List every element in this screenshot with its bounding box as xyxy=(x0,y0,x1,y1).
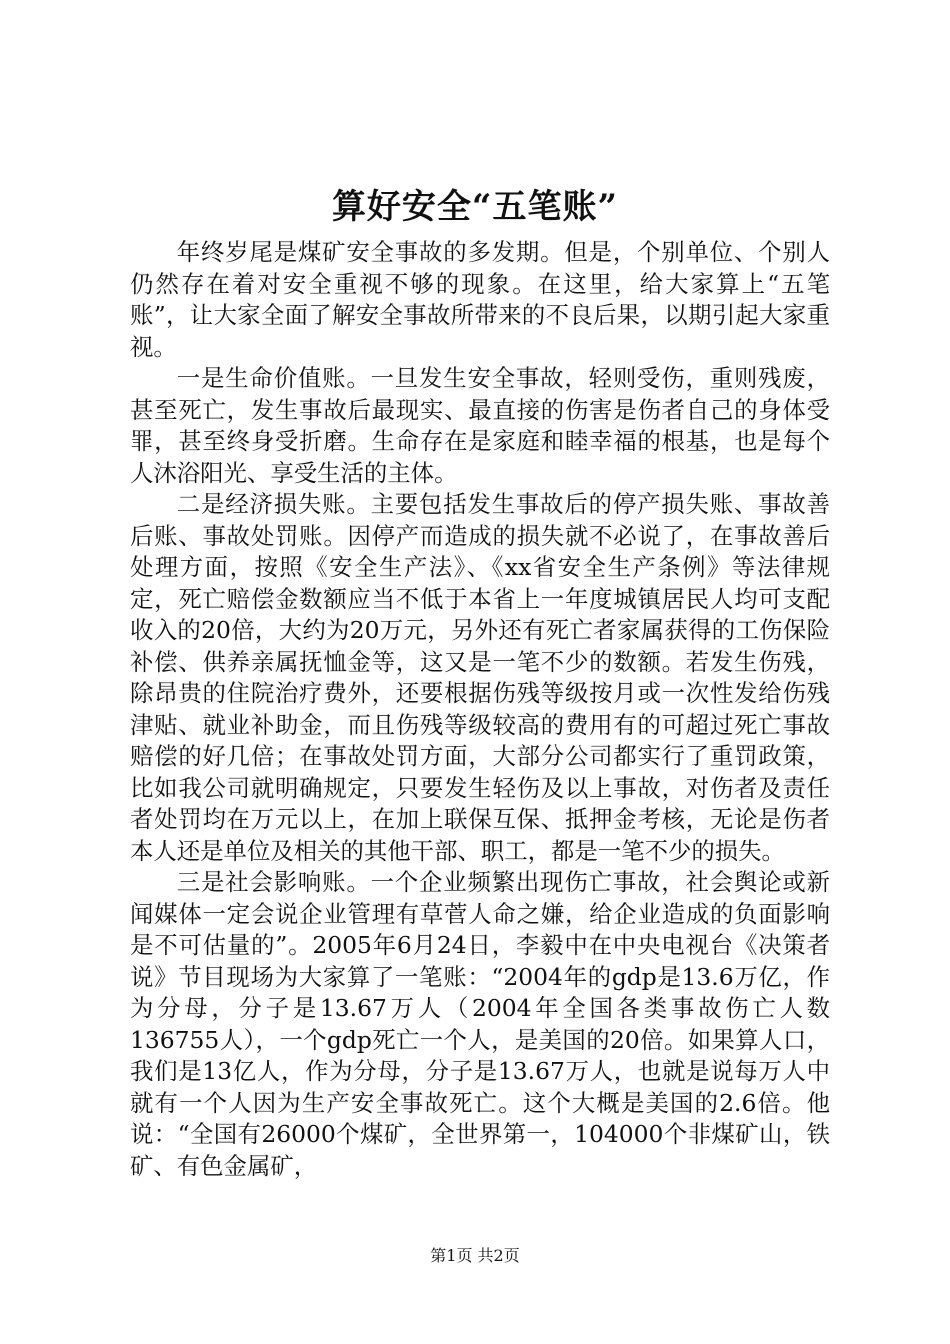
page-number: 第1页 共2页 xyxy=(430,1246,520,1265)
document-body xyxy=(130,237,830,1182)
paragraph-economic-loss: 二是经济损失账。主要包括发生事故后的停产损失账、事故善后账、事故处罚账。因停产而造成的损失就不必说了，在事故善后处理方面，按照《安全生产法》、《xx省安全生产条例》等法律规定，死亡赔偿金数额应当不低于本省上一年度城镇居民人均可支配收入的20倍，大约为20万元，另外还有死亡者家属获得的工伤保险补偿、供养亲属抚恤金等，这又是一笔不少的数额。若发生伤残，除昂贵的住院治疗费外，还要根据伤残等级按月或一次性发给伤残津贴、就业补助金，而且伤残等级较高的费用有的可超过死亡事故赔偿的好几倍；在事故处罚方面，大部分公司都实行了重罚政策，比如我公司就明确规定，只要发生轻伤及以上事故，对伤者及责任者处罚均在万元以上，在加上联保互保、抵押金考核，无论是伤者本人还是单位及相关的其他干部、职工，都是一笔不少的损失。 xyxy=(130,490,830,865)
paragraph-life-value: 一是生命价值账。一旦发生安全事故，轻则受伤，重则残废，甚至死亡，发生事故后最现实、最直接的伤害是伤者自己的身体受罪，甚至终身受折磨。生命存在是家庭和睦幸福的根基，也是每个人沐浴阳光、享受生活的主体。 xyxy=(130,364,830,487)
paragraph-social-impact: 三是社会影响账。一个企业频繁出现伤亡事故，社会舆论或新闻媒体一定会说企业管理有草菅人命之嫌，给企业造成的负面影响是不可估量的”。2005年6月24日，李毅中在中央电视台《决策者说》节目现场为大家算了一笔账：“2004年的gdp是13.6万亿，作为分母，分子是13.67万人（2004年全国各类事故伤亡人数136755人），一个gdp死亡一个人，是美国的20倍。如果算人口，我们是13亿人，作为分母，分子是13.67万人，也就是说每万人中就有一个人因为生产安全事故死亡。这个大概是美国的2.6倍。他说：“全国有26000个煤矿，全世界第一，104000个非煤矿山，铁矿、有色金属矿， xyxy=(130,868,830,1180)
document-title: 算好安全“五笔账” xyxy=(331,187,619,227)
paragraph-intro: 年终岁尾是煤矿安全事故的多发期。但是，个别单位、个别人仍然存在着对安全重视不够的现象。在这里，给大家算上“五笔账”，让大家全面了解安全事故所带来的不良后果，以期引起大家重视。 xyxy=(130,238,830,361)
